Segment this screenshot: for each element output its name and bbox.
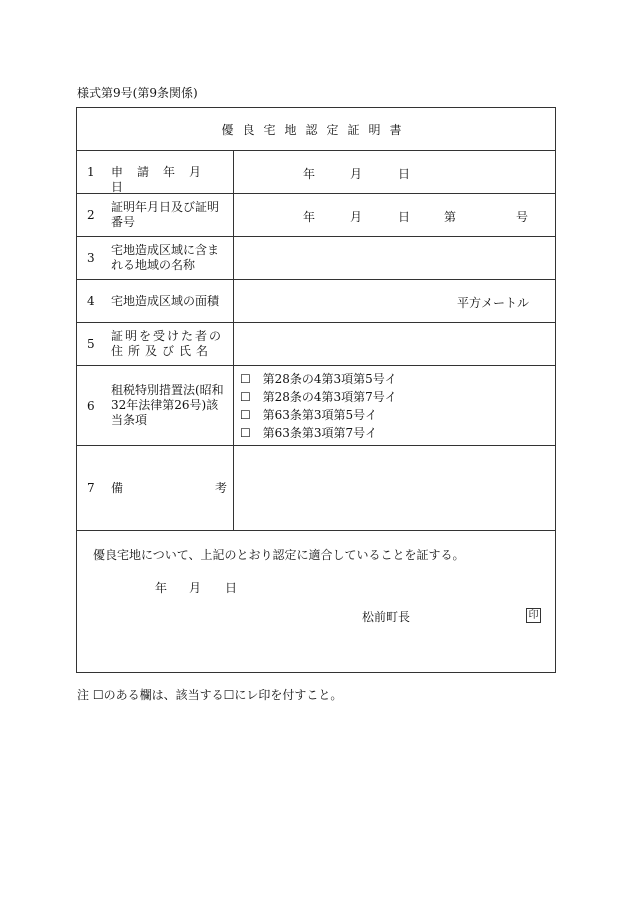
row-label: 宅地造成区域の面積 (111, 294, 220, 308)
row-tax-clause (77, 366, 555, 446)
day-label: 日 (398, 210, 411, 224)
row-number: 3 (87, 251, 95, 265)
month-label: 月 (350, 167, 363, 181)
row-number: 4 (87, 294, 95, 308)
row-label: 租税特別措置法(昭和32年法律第26号)該当条項 (111, 383, 224, 427)
row-number: 2 (87, 208, 95, 222)
row-number: 6 (87, 399, 95, 413)
form-title: 優良宅地認定証明書 (221, 122, 411, 137)
go-label: 号 (516, 210, 529, 224)
remarks-char: 考 (214, 481, 227, 495)
row-number: 7 (87, 481, 95, 495)
dai-label: 第 (444, 210, 457, 224)
certificate-form (76, 107, 556, 673)
footnote: 注 ☐のある欄は、該当する☐にレ印を付すこと。 (77, 688, 343, 702)
option-label: 第63条第3項第7号イ (262, 426, 378, 440)
month-label: 月 (350, 210, 363, 224)
row-label-line1: 証明を受けた者の (111, 329, 224, 343)
option-label: 第28条の4第3項第5号イ (262, 372, 397, 386)
seal-mark: 印 (526, 608, 541, 623)
option-4[interactable] (240, 424, 377, 441)
day-label: 日 (398, 167, 411, 181)
checkbox-icon[interactable]: ☐ (240, 390, 251, 404)
mayor-label: 松前町長 (362, 610, 411, 624)
option-2[interactable] (240, 388, 397, 405)
row-number: 1 (87, 165, 95, 179)
certification-area (77, 531, 555, 674)
row-label: 証明年月日及び証明番号 (111, 200, 220, 229)
remarks-char: 備 (111, 481, 124, 495)
row-label: 宅地造成区域に含まれる地域の名称 (111, 243, 220, 272)
year-label: 年 (303, 210, 316, 224)
row-area-size (77, 280, 555, 323)
option-label: 第63条第3項第5号イ (262, 408, 378, 422)
day-label: 日 (225, 581, 238, 595)
row-number: 5 (87, 337, 95, 351)
form-number: 様式第9号(第9条関係) (77, 86, 198, 100)
row-label: 申請年月日 (111, 165, 216, 194)
checkbox-icon[interactable]: ☐ (240, 408, 251, 422)
year-label: 年 (303, 167, 316, 181)
row-certification-date (77, 194, 555, 237)
option-label: 第28条の4第3項第7号イ (262, 390, 397, 404)
year-label: 年 (155, 581, 168, 595)
month-label: 月 (189, 581, 202, 595)
certification-text: 優良宅地について、上記のとおり認定に適合していることを証する。 (93, 548, 465, 562)
option-1[interactable] (240, 370, 397, 387)
checkbox-icon[interactable]: ☐ (240, 426, 251, 440)
checkbox-icon[interactable]: ☐ (240, 372, 251, 386)
unit-label: 平方メートル (457, 296, 530, 310)
row-remarks (77, 446, 555, 531)
remarks-label (111, 481, 227, 496)
row-certificate-holder (77, 323, 555, 366)
row-label-line2: 住所及び氏名 (111, 344, 214, 358)
row-application-date (77, 151, 555, 194)
row-area-name (77, 237, 555, 280)
title-row (77, 108, 555, 151)
option-3[interactable] (240, 406, 377, 423)
